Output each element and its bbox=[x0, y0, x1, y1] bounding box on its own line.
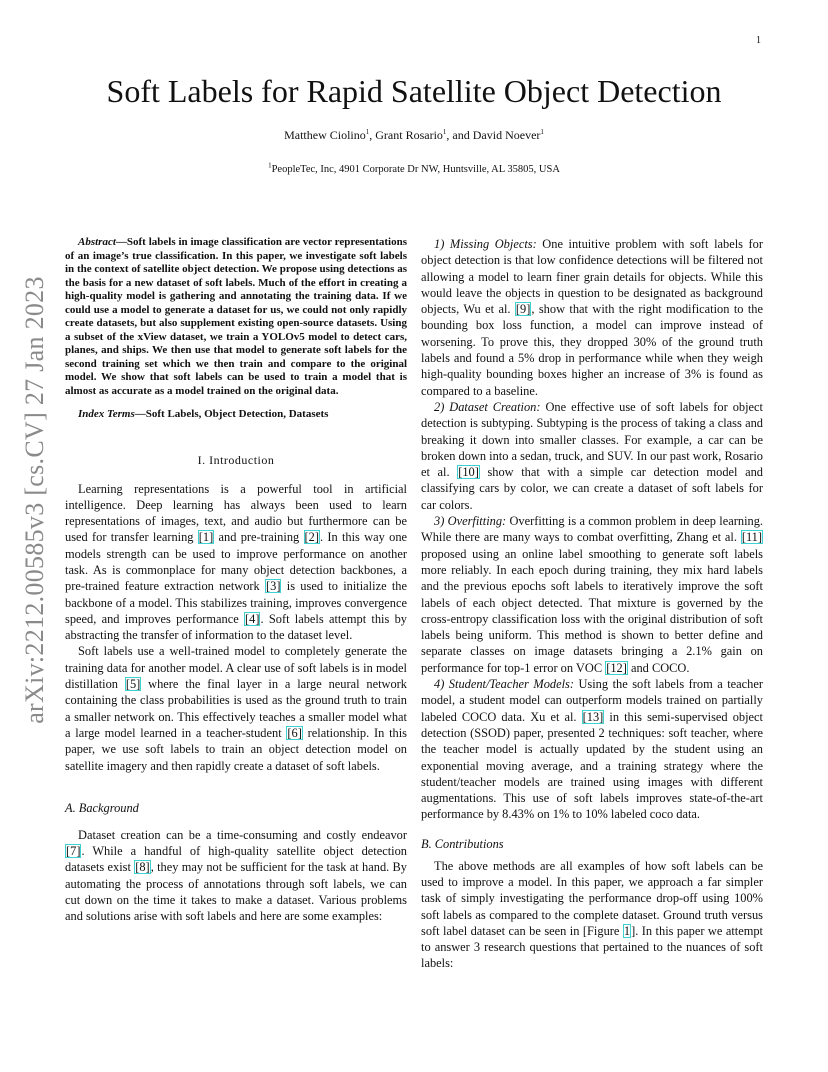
index-terms bbox=[65, 408, 407, 422]
citation-link[interactable]: [8] bbox=[135, 860, 150, 875]
text-run: Soft labels use a well-trained model to completely generate the training data for another model. A clear use of soft labels is in model distillation bbox=[65, 644, 407, 692]
author-separator: , bbox=[369, 128, 376, 142]
text-run: . While a handful of high-quality satellite object detection datasets exist bbox=[65, 844, 407, 875]
affil-mark: 1 bbox=[268, 161, 272, 170]
text-run: , show that with the right modification to the bounding box loss function, a model can improve instead of worsening. To prove this, they dropped 30% of the ground truth labels and found a 5% drop in performance while when they weigh high-quality bounding boxes higher an increase of 3% is found as compared to a baseline. bbox=[421, 302, 763, 398]
arxiv-watermark bbox=[20, 276, 50, 724]
citation-link[interactable]: [12] bbox=[606, 660, 627, 675]
paragraph-heading: 3) Overfitting: bbox=[434, 514, 507, 529]
text-run: Learning representations is a powerful tool in artificial intelligence. Deep learning has always been used to learn representations of images, text, and audio but furthermore can be used for transfer learning bbox=[65, 481, 407, 545]
figure-link[interactable]: 1 bbox=[623, 923, 631, 938]
index-terms-text: —Soft Labels, Object Detection, Datasets bbox=[134, 408, 329, 420]
citation-link[interactable]: [7] bbox=[66, 844, 81, 859]
affil-text: PeopleTec, Inc, 4901 Corporate Dr NW, Huntsville, AL 35805, USA bbox=[271, 164, 560, 175]
intro-paragraph-1 bbox=[65, 481, 407, 644]
text-run: and pre-training bbox=[214, 530, 304, 545]
author-list bbox=[0, 128, 828, 143]
abstract bbox=[65, 236, 407, 398]
dataset-creation-paragraph bbox=[421, 399, 763, 513]
text-run: where the final layer in a large neural network containing the class probabilities is used as the ground truth to train a smaller network on. This effectively teaches a smaller model what a large model learned in a teacher-student bbox=[65, 677, 407, 740]
author-affil-mark: 1 bbox=[442, 128, 447, 136]
text-run: , they may not be sufficient for the task at hand. By automating the process of annotations through soft labels, we can cut down on the time it takes to make a dataset. Various problems and solutions arise with soft labels and here are some examples: bbox=[65, 860, 407, 924]
section-heading-introduction: I. Introduction bbox=[197, 452, 275, 467]
paper-title: Soft Labels for Rapid Satellite Object Detection bbox=[106, 73, 722, 109]
citation-link[interactable]: [4] bbox=[245, 611, 260, 626]
missing-objects-paragraph bbox=[421, 236, 763, 399]
author-name: Matthew Ciolino bbox=[284, 128, 366, 142]
citation-link[interactable]: [11] bbox=[741, 530, 762, 545]
text-run: . Soft labels attempt this by abstracting the transfer of information to the dataset level. bbox=[65, 611, 407, 643]
text-run: relationship. In this paper, we use soft labels to train an object detection model on satellite imagery and then rapidly create a dataset of soft labels. bbox=[65, 725, 407, 773]
text-run: and COCO. bbox=[627, 660, 690, 675]
affiliation bbox=[0, 161, 828, 175]
overfitting-paragraph bbox=[421, 513, 763, 676]
text-run: Overfitting is a common problem in deep learning. While there are many ways to combat overfitting, Zhang et al. bbox=[421, 514, 763, 545]
citation-link[interactable]: [2] bbox=[304, 530, 319, 545]
subsection-heading-contributions: B. Contributions bbox=[421, 836, 504, 851]
author-affil-mark: 1 bbox=[365, 128, 370, 136]
text-run: The above methods are all examples of how soft labels can be used to improve a model. In this paper, we approach a far simpler task of simply investigating the performance drop-off using 100% soft labels as compared to the complete dataset. Ground truth versus soft label dataset can be seen in [Figure bbox=[421, 858, 763, 938]
arxiv-id: arXiv:2212.00585v3 [cs.CV] 27 Jan 2023 bbox=[20, 276, 49, 724]
text-run: One effective use of soft labels for object detection is subtyping. Subtyping is the process of taking a class and breaking it down into smaller classes. For example, a car can be broken down into a sedan, truck, and SUV. In our past work, Rosario et al. bbox=[421, 399, 763, 480]
paragraph-heading: 4) Student/Teacher Models: bbox=[434, 677, 574, 692]
subsection-heading-background: A. Background bbox=[65, 800, 139, 815]
author-name: David Noever bbox=[472, 128, 541, 142]
citation-link[interactable]: [10] bbox=[458, 465, 479, 480]
citation-link[interactable]: [5] bbox=[125, 677, 141, 692]
citation-link[interactable]: [1] bbox=[198, 530, 214, 545]
student-teacher-paragraph bbox=[421, 676, 763, 823]
text-run: . In this way one models strength can be used to improve performance on another task. As is commonplace for many object detection backbones, a pre-trained feature extraction network bbox=[65, 530, 408, 594]
left-column bbox=[65, 236, 407, 925]
text-run: is used to initialize the backbone of a model. This stabilizes training, improves convergence speed, and improves performance bbox=[65, 579, 407, 626]
index-terms-label: Index Terms bbox=[78, 408, 135, 420]
page-number: 1 bbox=[756, 35, 761, 46]
text-run: ]. In this paper we attempt to answer 3 research questions that pertained to the nuances of soft labels: bbox=[421, 923, 763, 971]
intro-paragraph-2 bbox=[65, 643, 407, 773]
right-column bbox=[421, 236, 763, 972]
citation-link[interactable]: [3] bbox=[266, 579, 281, 594]
author-separator: , and bbox=[446, 128, 473, 142]
text-run: in this semi-supervised object detection (SSOD) paper, presented 2 techniques: soft teacher, where the teacher model is actually updated by the student using an exponential moving average, and a training strategy where the student/teacher models are trained using images with different augmentations. This use of soft labels improves state-of-the-art performance by 8.43% on 1% to 10% labeled coco data. bbox=[421, 709, 763, 822]
text-run: Dataset creation can be a time-consuming and costly endeavor bbox=[78, 827, 407, 842]
text-run: One intuitive problem with soft labels for object detection is that low confidence detections will be filtered not allowing a model to learn finer grain details for objects. While this would leave the objects in question to be designated as background objects, Wu et al. bbox=[421, 237, 764, 317]
background-paragraph bbox=[65, 827, 407, 925]
text-run: show that with a simple car detection model and classifying cars by color, we can create a dataset of soft labels for car colors. bbox=[421, 465, 763, 512]
paragraph-heading: 2) Dataset Creation: bbox=[434, 399, 541, 414]
paragraph-heading: 1) Missing Objects: bbox=[434, 237, 537, 251]
text-run: proposed using an online label smoothing to generate soft labels more reliably. In each epoch during training, they mix hard labels and the previous epochs soft labels to iteratively improve the soft labels of each object detected. That mixture is governed by the cross-entropy classification loss with the original distribution of soft labels being uniform. This method is shown to better define and separate classes on image datasets bringing a 2.1% gain on performance for top-1 error on VOC bbox=[421, 546, 763, 675]
contributions-paragraph bbox=[421, 858, 763, 972]
author-affil-mark: 1 bbox=[540, 128, 544, 136]
citation-link[interactable]: [9] bbox=[515, 302, 531, 317]
citation-link[interactable]: [6] bbox=[287, 725, 302, 740]
citation-link[interactable]: [13] bbox=[582, 709, 604, 724]
author-name: Grant Rosario bbox=[375, 128, 443, 142]
text-run: Using the soft labels from a teacher model, a student model can outperform models trained on partially labeled COCO data. Xu et al. bbox=[421, 677, 763, 724]
abstract-label: Abstract bbox=[78, 236, 116, 248]
abstract-text: —Soft labels in image classification are vector representations of an image’s true classification. In this paper, we investigate soft labels in the context of satellite object detection. We propose using detections as the basis for a new dataset of soft labels. Much of the effort in creating a high-quality model is gathering and annotating the training data. If we could use a model to generate a dataset for us, we could not only rapidly create datasets, but also supplement existing open-source datasets. Using a subset of the xView dataset, we train a YOLOv5 model to detect cars, planes, and ships. We then use that model to generate soft labels for the second training set which we then train and compare to the original model. We show that soft labels can be used to train a model that is almost as accurate as a model trained on the original data. bbox=[65, 236, 407, 397]
